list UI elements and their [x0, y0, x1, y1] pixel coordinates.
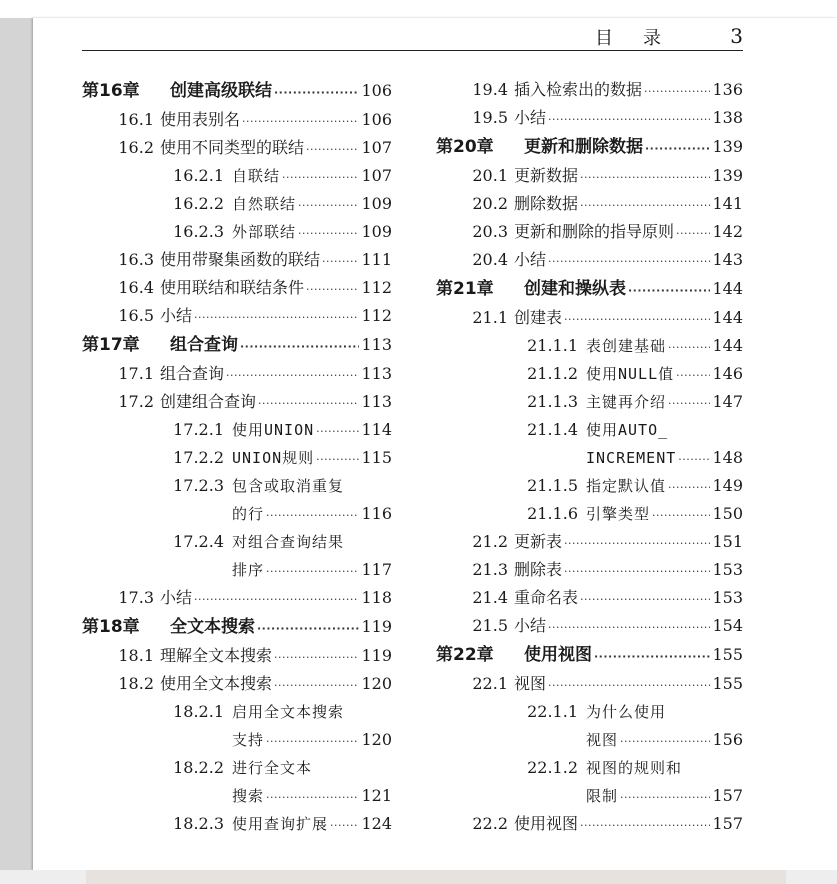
toc-leader-dots: [564, 530, 710, 558]
toc-entry-title: 指定默认值: [586, 477, 667, 495]
toc-entry-title: 的行: [232, 505, 265, 523]
toc-entry[interactable]: [82, 754, 392, 782]
toc-chapter-entry[interactable]: [436, 132, 743, 162]
toc-leader-dots: [548, 248, 710, 276]
toc-leader-dots: [580, 164, 710, 192]
toc-entry-title: 视图: [514, 674, 547, 693]
toc-entry[interactable]: [82, 190, 392, 218]
toc-entry-page: 107: [361, 166, 392, 185]
toc-entry-page: 112: [361, 306, 392, 325]
toc-entry-number: 第16章: [82, 81, 140, 101]
toc-entry[interactable]: [82, 246, 392, 274]
toc-entry-page: 139: [712, 137, 743, 156]
toc-entry-title: 包含或取消重复: [232, 477, 345, 495]
toc-entry[interactable]: [436, 162, 743, 190]
header-title: 目录: [595, 28, 691, 49]
toc-leader-dots: [194, 304, 359, 332]
toc-entry-title: 删除表: [514, 560, 563, 579]
toc-entry[interactable]: [436, 360, 743, 388]
toc-entry-number: 17.2.3: [173, 476, 224, 495]
viewer-top-strip: [0, 0, 837, 18]
toc-leader-dots: [298, 192, 359, 220]
toc-entry[interactable]: [436, 528, 743, 556]
toc-entry-title: 使用表别名: [160, 110, 241, 129]
toc-leader-dots: [316, 418, 359, 446]
toc-entry-page: 116: [361, 504, 392, 523]
toc-entry-number: 21.1.3: [527, 392, 578, 411]
toc-leader-dots: [580, 586, 710, 614]
toc-entry-number: 22.1: [472, 674, 508, 693]
toc-leader-dots: [266, 728, 359, 756]
toc-entry-title: 使用AUTO_: [586, 421, 669, 439]
toc-entry-title: 外部联结: [232, 223, 297, 241]
toc-entry[interactable]: [436, 754, 743, 782]
toc-leader-dots: [668, 474, 710, 502]
toc-leader-dots: [548, 106, 710, 134]
toc-entry-page: 156: [712, 730, 743, 749]
toc-entry-page: 148: [712, 448, 743, 467]
toc-entry-title: 插入检索出的数据: [514, 80, 643, 99]
toc-leader-dots: [316, 446, 359, 474]
toc-entry[interactable]: [82, 726, 392, 754]
toc-entry-number: 20.4: [472, 250, 508, 269]
toc-entry-number: 16.1: [118, 110, 154, 129]
toc-entry-page: 119: [361, 617, 392, 636]
toc-entry-page: 136: [712, 80, 743, 99]
toc-entry-number: 22.1.1: [527, 702, 578, 721]
toc-entry-number: 19.5: [472, 108, 508, 127]
toc-entry-page: 153: [712, 588, 743, 607]
toc-entry[interactable]: [82, 106, 392, 134]
toc-entry-page: 120: [361, 730, 392, 749]
toc-entry-number: 16.2.1: [173, 166, 224, 185]
toc-entry-title: 使用NULL值: [586, 365, 675, 383]
toc-entry[interactable]: [436, 416, 743, 444]
toc-entry-number: 16.2.2: [173, 194, 224, 213]
toc-entry[interactable]: [436, 698, 743, 726]
toc-entry-title: 使用全文本搜索: [160, 674, 273, 693]
toc-chapter-entry[interactable]: [436, 640, 743, 670]
toc-entry[interactable]: [436, 472, 743, 500]
toc-leader-dots: [330, 812, 359, 840]
toc-entry[interactable]: [436, 584, 743, 612]
toc-entry-number: 16.5: [118, 306, 154, 325]
toc-entry[interactable]: [436, 76, 743, 104]
toc-entry[interactable]: [82, 472, 392, 500]
toc-leader-dots: [257, 614, 359, 644]
toc-entry[interactable]: [436, 810, 743, 838]
toc-entry-title: 支持: [232, 731, 265, 749]
toc-entry[interactable]: [82, 388, 392, 416]
toc-entry-page: 154: [712, 616, 743, 635]
toc-entry-page: 146: [712, 364, 743, 383]
toc-entry-title: 更新和删除的指导原则: [514, 222, 675, 241]
toc-entry-title: 小结: [160, 588, 193, 607]
toc-entry-number: 16.3: [118, 250, 154, 269]
toc-entry-title: 引擎类型: [586, 505, 651, 523]
toc-entry-page: 149: [712, 476, 743, 495]
toc-entry-page: 144: [712, 279, 743, 298]
toc-entry-title: 小结: [514, 616, 547, 635]
toc-entry[interactable]: [436, 246, 743, 274]
toc-leader-dots: [306, 276, 359, 304]
toc-entry-page: 139: [712, 166, 743, 185]
toc-entry-page: 144: [712, 336, 743, 355]
toc-entry-title: 组合查询: [170, 335, 238, 355]
toc-leader-dots: [580, 812, 710, 840]
toc-entry-title: 为什么使用: [586, 703, 667, 721]
toc-entry[interactable]: [436, 104, 743, 132]
toc-entry[interactable]: [82, 162, 392, 190]
toc-entry-number: 18.2: [118, 674, 154, 693]
toc-entry-page: 120: [361, 674, 392, 693]
toc-entry-title: 重命名表: [514, 588, 579, 607]
toc-entry[interactable]: [82, 416, 392, 444]
toc-entry-title: INCREMENT: [586, 449, 677, 467]
toc-entry[interactable]: [436, 190, 743, 218]
toc-entry-page: 115: [361, 448, 392, 467]
toc-entry-page: 124: [361, 814, 392, 833]
toc-entry-page: 147: [712, 392, 743, 411]
toc-entry-page: 113: [361, 364, 392, 383]
toc-entry-title: 小结: [514, 108, 547, 127]
toc-entry-number: 21.4: [472, 588, 508, 607]
toc-entry-number: 20.2: [472, 194, 508, 213]
toc-entry-number: 17.2.2: [173, 448, 224, 467]
toc-entry-page: 113: [361, 335, 392, 354]
toc-entry-title: 进行全文本: [232, 759, 313, 777]
toc-entry-title: 更新数据: [514, 166, 579, 185]
toc-entry-number: 21.1: [472, 308, 508, 327]
toc-leader-dots: [274, 672, 359, 700]
toc-leader-dots: [668, 334, 710, 362]
toc-entry-title: 更新和删除数据: [524, 137, 643, 157]
toc-entry-number: 17.2.4: [173, 532, 224, 551]
toc-left-column: [82, 76, 392, 838]
toc-leader-dots: [676, 362, 710, 390]
toc-leader-dots: [194, 586, 359, 614]
toc-leader-dots: [322, 248, 359, 276]
toc-leader-dots: [652, 502, 710, 530]
toc-entry-number: 21.1.4: [527, 420, 578, 439]
toc-entry[interactable]: [436, 332, 743, 360]
toc-entry-title: 对组合查询结果: [232, 533, 345, 551]
toc-entry-title: 创建高级联结: [170, 81, 272, 101]
toc-entry[interactable]: [82, 810, 392, 838]
toc-entry[interactable]: [82, 782, 392, 810]
toc-entry-number: 17.2.1: [173, 420, 224, 439]
toc-entry-title: 视图: [586, 731, 619, 749]
toc-entry-page: 118: [361, 588, 392, 607]
toc-entry-number: 16.2.3: [173, 222, 224, 241]
toc-entry-page: 150: [712, 504, 743, 523]
toc-leader-dots: [306, 136, 359, 164]
toc-leader-dots: [620, 728, 710, 756]
toc-entry-title: 表创建基础: [586, 337, 667, 355]
toc-entry[interactable]: [436, 726, 743, 754]
toc-leader-dots: [240, 332, 359, 362]
toc-leader-dots: [226, 362, 359, 390]
toc-entry-page: 109: [361, 194, 392, 213]
toc-entry-title: 删除数据: [514, 194, 579, 213]
toc-leader-dots: [645, 134, 710, 164]
toc-entry[interactable]: [82, 134, 392, 162]
toc-chapter-entry[interactable]: [436, 274, 743, 304]
toc-leader-dots: [668, 390, 710, 418]
toc-entry-title: 小结: [514, 250, 547, 269]
toc-entry[interactable]: [436, 670, 743, 698]
toc-leader-dots: [594, 642, 710, 672]
toc-entry-title: 创建表: [514, 308, 563, 327]
toc-entry-page: 121: [361, 786, 392, 805]
toc-entry-page: 111: [361, 250, 392, 269]
toc-entry-number: 16.4: [118, 278, 154, 297]
toc-entry-number: 21.1.6: [527, 504, 578, 523]
toc-entry-page: 157: [712, 814, 743, 833]
toc-entry-page: 119: [361, 646, 392, 665]
toc-right-column: [436, 76, 743, 838]
toc-entry-page: 112: [361, 278, 392, 297]
toc-leader-dots: [580, 192, 710, 220]
toc-entry-page: 138: [712, 108, 743, 127]
toc-entry-title: 使用视图: [514, 814, 579, 833]
toc-entry-title: 使用UNION: [232, 421, 315, 439]
toc-entry-title: 组合查询: [160, 364, 225, 383]
toc-entry-title: 启用全文本搜索: [232, 703, 345, 721]
toc-entry-page: 157: [712, 786, 743, 805]
toc-entry-page: 142: [712, 222, 743, 241]
toc-entry[interactable]: [436, 556, 743, 584]
toc-entry-page: 109: [361, 222, 392, 241]
toc-entry-number: 21.1.5: [527, 476, 578, 495]
toc-entry[interactable]: [436, 782, 743, 810]
toc-leader-dots: [266, 784, 359, 812]
toc-leader-dots: [266, 558, 359, 586]
toc-entry[interactable]: [82, 274, 392, 302]
toc-leader-dots: [678, 446, 710, 474]
toc-entry-number: 18.2.2: [173, 758, 224, 777]
toc-entry-number: 21.3: [472, 560, 508, 579]
toc-leader-dots: [548, 672, 710, 700]
toc-entry[interactable]: [436, 218, 743, 246]
toc-leader-dots: [620, 784, 710, 812]
toc-entry-page: 155: [712, 674, 743, 693]
toc-entry-title: 使用视图: [524, 645, 592, 665]
toc-entry-page: 117: [361, 560, 392, 579]
toc-entry-number: 16.2: [118, 138, 154, 157]
toc-entry[interactable]: [82, 218, 392, 246]
toc-entry[interactable]: [82, 670, 392, 698]
toc-entry-title: 搜索: [232, 787, 265, 805]
toc-entry-page: 107: [361, 138, 392, 157]
horizontal-scrollbar[interactable]: [0, 870, 837, 884]
scrollbar-thumb[interactable]: [86, 870, 786, 884]
toc-entry-title: 排序: [232, 561, 265, 579]
toc-entry[interactable]: [82, 642, 392, 670]
toc-entry-number: 第18章: [82, 617, 140, 637]
toc-entry-title: 使用带聚集函数的联结: [160, 250, 321, 269]
toc-entry-title: 使用联结和联结条件: [160, 278, 305, 297]
toc-entry-title: 小结: [160, 306, 193, 325]
toc-entry-number: 18.1: [118, 646, 154, 665]
toc-entry-number: 18.2.3: [173, 814, 224, 833]
toc-entry-title: UNION规则: [232, 449, 315, 467]
toc-leader-dots: [298, 220, 359, 248]
toc-leader-dots: [242, 108, 359, 136]
toc-entry-number: 17.1: [118, 364, 154, 383]
toc-entry-number: 20.3: [472, 222, 508, 241]
toc-entry[interactable]: [436, 612, 743, 640]
toc-entry[interactable]: [82, 584, 392, 612]
toc-entry[interactable]: [436, 388, 743, 416]
toc-entry-number: 17.2: [118, 392, 154, 411]
toc-entry-number: 第22章: [436, 645, 494, 665]
toc-entry[interactable]: [82, 528, 392, 556]
toc-entry-number: 18.2.1: [173, 702, 224, 721]
toc-entry-page: 144: [712, 308, 743, 327]
toc-chapter-entry[interactable]: [82, 612, 392, 642]
toc-entry-number: 第17章: [82, 335, 140, 355]
toc-entry[interactable]: [82, 556, 392, 584]
toc-entry-number: 第20章: [436, 137, 494, 157]
toc-leader-dots: [564, 306, 710, 334]
toc-leader-dots: [564, 558, 710, 586]
toc-entry-page: 143: [712, 250, 743, 269]
toc-entry-title: 视图的规则和: [586, 759, 683, 777]
toc-entry-number: 21.2: [472, 532, 508, 551]
toc-entry-number: 20.1: [472, 166, 508, 185]
toc-entry[interactable]: [82, 444, 392, 472]
header-page-number: 3: [730, 24, 743, 48]
toc-leader-dots: [274, 644, 359, 672]
toc-leader-dots: [676, 220, 710, 248]
toc-entry-number: 21.1.2: [527, 364, 578, 383]
toc-entry-title: 自联结: [232, 167, 281, 185]
toc-entry[interactable]: [82, 302, 392, 330]
toc-chapter-entry[interactable]: [82, 76, 392, 106]
toc-leader-dots: [628, 276, 710, 306]
toc-entry-title: 使用查询扩展: [232, 815, 329, 833]
toc-entry-number: 17.3: [118, 588, 154, 607]
toc-entry-number: 第21章: [436, 279, 494, 299]
toc-entry-page: 151: [712, 532, 743, 551]
toc-entry[interactable]: [436, 304, 743, 332]
toc-entry[interactable]: [82, 698, 392, 726]
toc-entry-number: 22.2: [472, 814, 508, 833]
toc-entry-title: 使用不同类型的联结: [160, 138, 305, 157]
toc-leader-dots: [258, 390, 359, 418]
toc-entry[interactable]: [436, 500, 743, 528]
toc-entry-number: 19.4: [472, 80, 508, 99]
toc-entry-page: 155: [712, 645, 743, 664]
toc-leader-dots: [282, 164, 359, 192]
toc-entry[interactable]: [82, 360, 392, 388]
toc-entry-page: 106: [361, 81, 392, 100]
toc-entry-title: 自然联结: [232, 195, 297, 213]
toc-entry-page: 113: [361, 392, 392, 411]
toc-entry[interactable]: [436, 444, 743, 472]
toc-entry-title: 主键再介绍: [586, 393, 667, 411]
toc-leader-dots: [266, 502, 359, 530]
toc-entry-title: 全文本搜索: [170, 617, 255, 637]
toc-entry-number: 21.5: [472, 616, 508, 635]
toc-entry-title: 限制: [586, 787, 619, 805]
toc-entry-title: 创建和操纵表: [524, 279, 626, 299]
toc-entry-page: 141: [712, 194, 743, 213]
toc-leader-dots: [644, 78, 710, 106]
toc-entry-number: 22.1.2: [527, 758, 578, 777]
running-header: [82, 24, 743, 51]
toc-leader-dots: [274, 78, 359, 108]
toc-entry-page: 153: [712, 560, 743, 579]
toc-entry[interactable]: [82, 500, 392, 528]
toc-chapter-entry[interactable]: [82, 330, 392, 360]
toc-entry-title: 更新表: [514, 532, 563, 551]
toc-entry-title: 创建组合查询: [160, 392, 257, 411]
toc-entry-number: 21.1.1: [527, 336, 578, 355]
toc-leader-dots: [548, 614, 710, 642]
toc-entry-page: 114: [361, 420, 392, 439]
toc-entry-page: 106: [361, 110, 392, 129]
toc-entry-title: 理解全文本搜索: [160, 646, 273, 665]
